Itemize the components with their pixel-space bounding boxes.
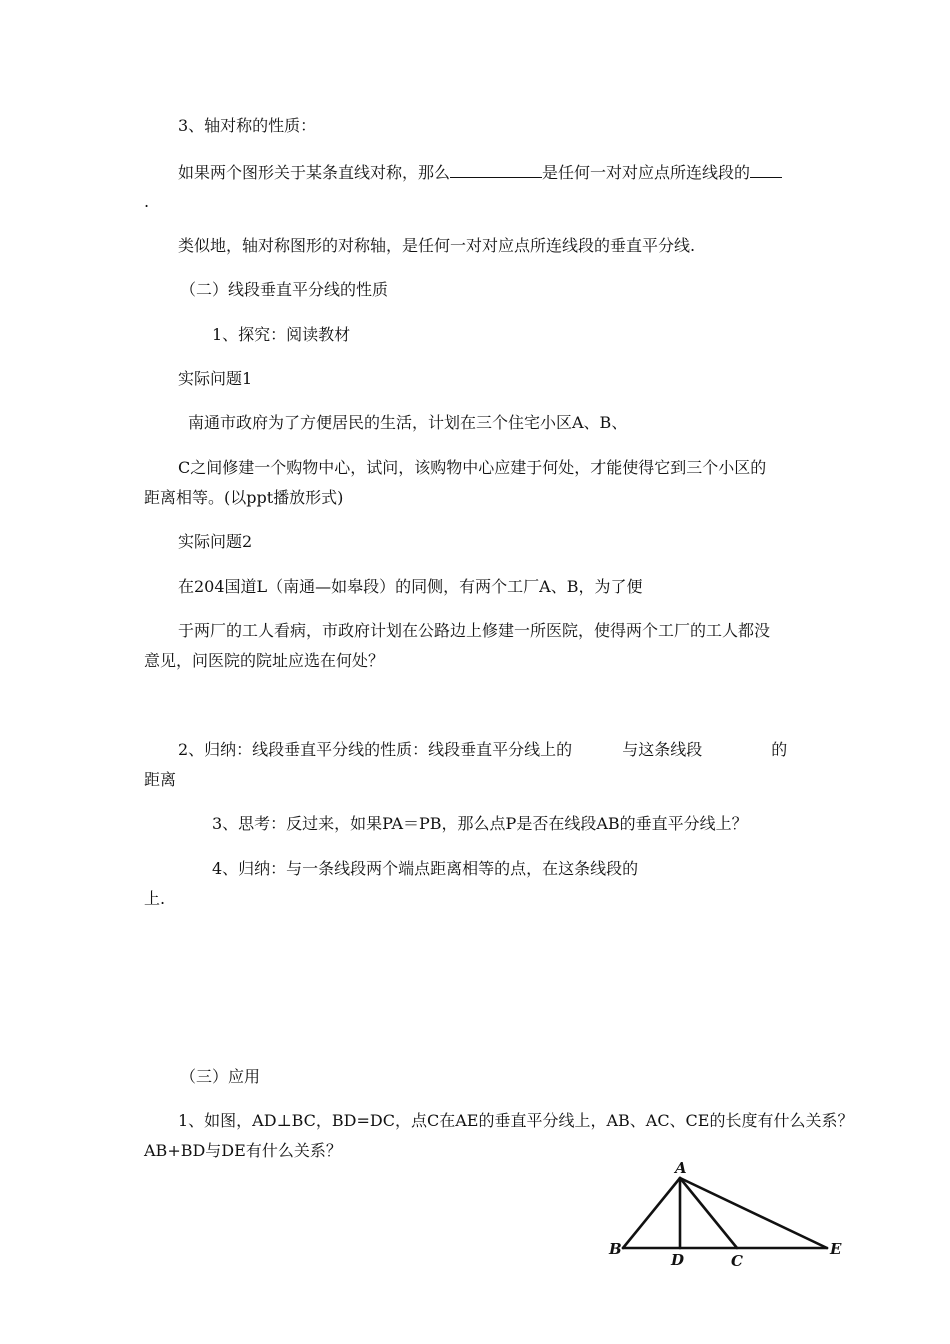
problem-1-line-2: C之间修建一个购物中心，试问，该购物中心应建于何处，才能使得它到三个小区的	[178, 458, 767, 477]
segment-AB	[623, 1178, 680, 1248]
triangle-figure	[600, 1158, 860, 1298]
label-B: B	[609, 1240, 622, 1258]
segment-AE	[680, 1178, 827, 1248]
summary-2-end: 上.	[144, 889, 166, 908]
label-A: A	[675, 1159, 687, 1177]
explore-item: 1、探究：阅读教材	[212, 325, 351, 344]
summary-part-1: 2、归纳：线段垂直平分线的性质：线段垂直平分线上的	[178, 740, 573, 759]
answer-blank-1	[450, 161, 542, 178]
segment-AC	[680, 1178, 737, 1248]
answer-blank-2	[750, 161, 782, 178]
summary-property-line	[178, 740, 787, 760]
label-C: C	[731, 1252, 743, 1270]
problem-2-line-1: 在204国道L（南通—如皋段）的同侧，有两个工厂A、B，为了便	[178, 577, 643, 596]
problem-2-title: 实际问题2	[178, 532, 253, 551]
sentence-part-2: 是任何一对对应点所连线段的	[542, 163, 751, 182]
label-D: D	[671, 1251, 685, 1269]
label-E: E	[830, 1240, 842, 1258]
problem-1-line-1: 南通市政府为了方便居民的生活，计划在三个住宅小区A、B、	[188, 413, 628, 432]
summary-distance-word: 距离	[144, 770, 177, 789]
sentence-part-1: 如果两个图形关于某条直线对称，那么	[178, 163, 451, 182]
summary-part-3: 的	[771, 740, 788, 759]
sentence-end-period: .	[144, 192, 150, 211]
exercise-1-line-2: AB+BD与DE有什么关系？	[144, 1141, 342, 1160]
part-2-heading: （二）线段垂直平分线的性质	[180, 280, 389, 299]
summary-2-line: 4、归纳：与一条线段两个端点距离相等的点，在这条线段的	[212, 859, 639, 878]
section-3-heading: 3、轴对称的性质：	[178, 116, 317, 135]
exercise-1-line-1: 1、如图，AD⊥BC，BD=DC，点C在AE的垂直平分线上，AB、AC、CE的长度有什么关系？	[178, 1111, 854, 1130]
think-question: 3、思考：反过来，如果PA＝PB，那么点P是否在线段AB的垂直平分线上？	[212, 814, 748, 833]
symmetry-axis-sentence: 类似地，轴对称图形的对称轴，是任何一对对应点所连线段的垂直平分线.	[178, 236, 696, 255]
part-3-heading: （三）应用	[180, 1067, 261, 1086]
problem-1-line-3: 距离相等。(以ppt播放形式)	[144, 488, 344, 507]
problem-2-line-2: 于两厂的工人看病，市政府计划在公路边上修建一所医院，使得两个工厂的工人都没	[178, 621, 771, 640]
problem-1-title: 实际问题1	[178, 369, 253, 388]
summary-part-2: 与这条线段	[622, 740, 703, 759]
symmetry-property-sentence	[178, 161, 782, 183]
problem-2-line-3: 意见，问医院的院址应选在何处？	[144, 651, 385, 670]
